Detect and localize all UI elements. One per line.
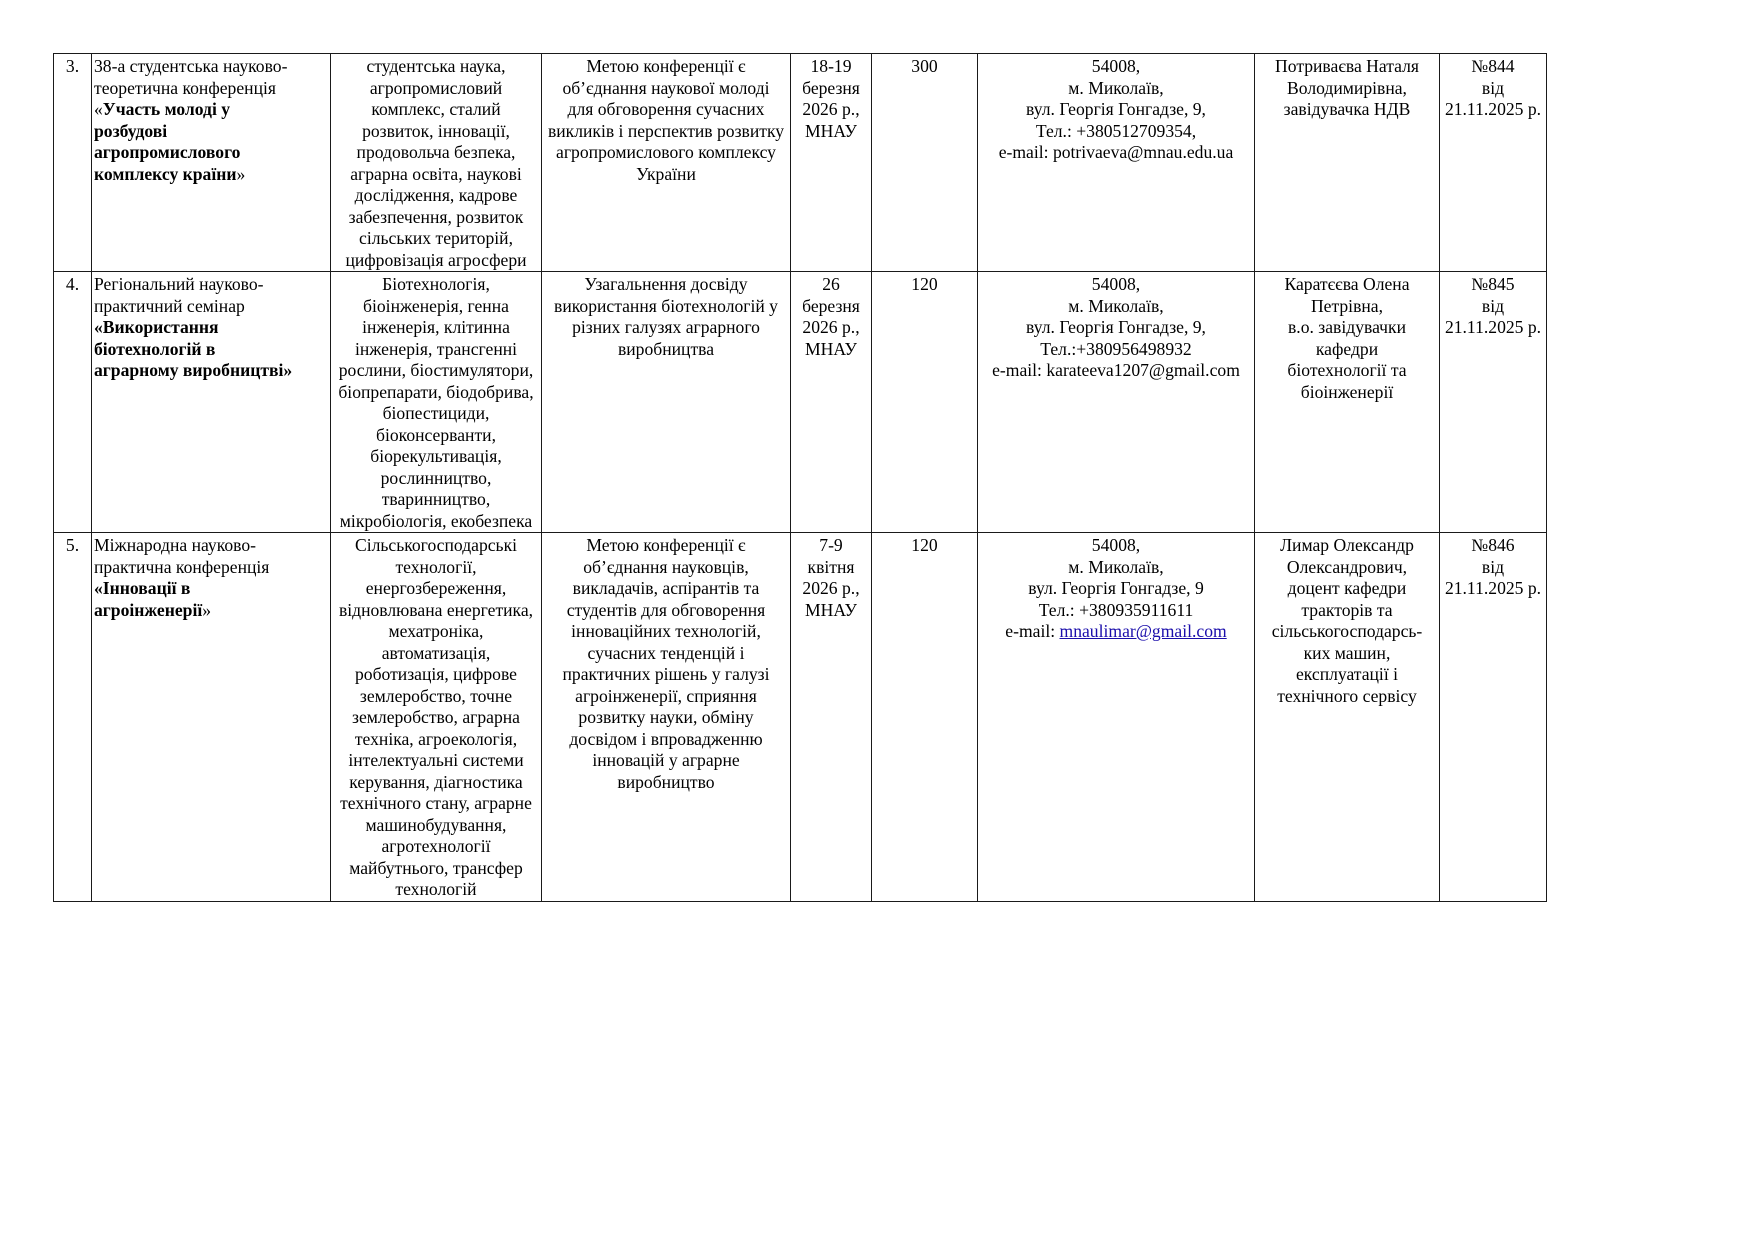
- date-line: 2026 р.,: [802, 317, 860, 337]
- event-name-text: розбудові: [94, 120, 168, 141]
- address-phone: Тел.: +380512709354,: [1035, 120, 1197, 141]
- participants-count: 120: [911, 274, 938, 294]
- date-venue-cell: [791, 54, 872, 272]
- table-body: [54, 54, 1547, 902]
- topic-line: цифровізація агросфери: [345, 249, 527, 270]
- event-name-text: агроінженерії: [94, 599, 203, 620]
- topic-line: Біотехнологія,: [382, 274, 490, 294]
- topic-line: тваринництво,: [381, 489, 491, 509]
- email-label: e-mail:: [998, 142, 1053, 162]
- table-row: [54, 272, 1547, 533]
- topic-line: дослідження, кадрове: [354, 185, 518, 205]
- event-name-line: [94, 339, 328, 361]
- event-name-line: [94, 121, 328, 143]
- open-quote: «: [94, 578, 103, 598]
- row-number-cell: [54, 533, 92, 902]
- contact-person-cell: [1255, 54, 1440, 272]
- event-type-line: теоретична конференція: [94, 77, 276, 98]
- topic-line: інженерія, трансгенні: [354, 338, 518, 359]
- date-line: 26: [822, 274, 840, 294]
- contact-line: сільськогосподарсь-: [1271, 621, 1423, 641]
- date-line: березня: [802, 77, 860, 98]
- order-line: №844: [1471, 56, 1515, 76]
- topic-line: технологій: [395, 879, 477, 899]
- topic-line: аграрна освіта, наукові: [350, 163, 522, 184]
- close-quote: »: [202, 599, 212, 620]
- topic-line: продовольча безпека,: [356, 142, 516, 162]
- contact-line: експлуатації і: [1295, 664, 1399, 684]
- topic-line: агротехнології: [381, 836, 491, 856]
- topic-line: біопестициди,: [382, 403, 490, 423]
- date-line: МНАУ: [805, 120, 857, 141]
- topic-line: розвиток, інновації,: [362, 120, 510, 141]
- email-label: e-mail:: [1005, 621, 1060, 641]
- order-cell: [1440, 533, 1547, 902]
- topic-line: біоконсерванти,: [376, 424, 496, 445]
- topic-line: комплекс, сталий: [371, 99, 501, 119]
- row-number-cell: [54, 54, 92, 272]
- goal-line: для обговорення сучасних: [567, 99, 765, 119]
- address-phone: Тел.: +380935911611: [1038, 599, 1194, 620]
- date-line: 7-9: [819, 535, 843, 555]
- topic-line: керування, діагностика: [349, 771, 523, 792]
- email-line: [980, 621, 1252, 643]
- event-title-cell: [92, 54, 331, 272]
- topic-line: енергозбереження,: [365, 578, 507, 598]
- event-name-text: Участь молоді у: [102, 99, 231, 119]
- topics-cell: [331, 533, 542, 902]
- date-venue-cell: [791, 533, 872, 902]
- topic-line: біоінженерія, генна: [363, 295, 509, 316]
- goal-line: України: [636, 163, 696, 184]
- email-address: karateeva1207@gmail.com: [1046, 360, 1240, 380]
- table-row: [54, 533, 1547, 902]
- goal-line: інноваційних технологій,: [571, 621, 761, 641]
- goal-line: сучасних тенденцій і: [587, 642, 745, 663]
- row-number: 3.: [65, 56, 80, 76]
- event-name-text: Інновації в: [102, 578, 191, 598]
- goal-line: різних галузях аграрного: [572, 317, 760, 337]
- email-line: [980, 142, 1252, 164]
- event-name-line: [94, 578, 328, 600]
- topic-line: студентська наука,: [366, 56, 506, 76]
- goal-line: Метою конференції є: [586, 535, 746, 555]
- event-type-line: практична конференція: [94, 556, 270, 577]
- open-quote: «: [94, 99, 103, 119]
- address-cell: [978, 272, 1255, 533]
- topic-line: Сільськогосподарські: [354, 535, 518, 555]
- date-line: березня: [802, 295, 860, 316]
- row-number: 4.: [65, 274, 80, 294]
- participants-count: 120: [911, 535, 938, 555]
- topic-line: автоматизація,: [381, 642, 491, 663]
- goal-line: агроінженерії, сприяння: [575, 685, 757, 706]
- participants-cell: [872, 272, 978, 533]
- address-city: м. Миколаїв,: [1068, 295, 1164, 316]
- goal-line: викликів і перспектив розвитку: [547, 120, 785, 141]
- topic-line: рослини, біостимулятори,: [338, 360, 534, 380]
- event-name-line: [94, 99, 328, 121]
- address-postcode: 54008,: [1091, 535, 1141, 555]
- address-city: м. Миколаїв,: [1068, 556, 1164, 577]
- event-type-line: Регіональний науково-: [94, 274, 264, 294]
- contact-line: технічного сервісу: [1277, 685, 1417, 706]
- conference-table: [53, 53, 1547, 902]
- goal-line: досвідом і впровадженню: [569, 728, 763, 749]
- topic-line: роботизація, цифрове: [354, 664, 517, 684]
- order-line: від: [1481, 556, 1505, 577]
- topic-line: техніка, агроекологія,: [354, 728, 518, 749]
- email-address: potrivaeva@mnau.edu.ua: [1052, 142, 1234, 162]
- address-phone: Тел.:+380956498932: [1040, 338, 1192, 359]
- order-line: 21.11.2025 р.: [1444, 99, 1542, 119]
- topic-line: забезпечення, розвиток: [348, 206, 524, 227]
- topic-line: сільських територій,: [359, 228, 513, 248]
- topic-line: відновлювана енергетика,: [338, 599, 534, 620]
- topic-line: інтелектуальні системи: [348, 750, 524, 770]
- contact-line: Потриваєва Наталя: [1275, 56, 1419, 76]
- contact-line: завідувачка НДВ: [1283, 99, 1411, 119]
- date-line: квітня: [807, 556, 855, 577]
- goal-cell: [542, 533, 791, 902]
- contact-person-cell: [1255, 533, 1440, 902]
- event-name-text: агропромислового: [94, 142, 241, 162]
- topic-line: майбутнього, трансфер: [349, 857, 523, 878]
- address-street: вул. Георгія Гонгадзе, 9,: [1026, 317, 1206, 337]
- close-quote: »: [283, 360, 293, 380]
- contact-line: кафедри: [1315, 338, 1379, 359]
- participants-cell: [872, 54, 978, 272]
- goal-line: об’єднання науковців,: [583, 556, 749, 577]
- goal-line: використання біотехнологій у: [554, 295, 778, 316]
- topic-line: технічного стану, аграрне: [340, 793, 532, 813]
- event-type-line: Міжнародна науково-: [94, 535, 256, 555]
- goal-line: викладачів, аспірантів та: [572, 578, 760, 598]
- goal-line: Узагальнення досвіду: [584, 274, 748, 294]
- participants-cell: [872, 533, 978, 902]
- order-cell: [1440, 272, 1547, 533]
- address-street: вул. Георгія Гонгадзе, 9: [1028, 578, 1204, 598]
- contact-line: біоінженерії: [1300, 381, 1394, 402]
- order-line: 21.11.2025 р.: [1444, 317, 1542, 337]
- address-cell: [978, 54, 1255, 272]
- row-number-cell: [54, 272, 92, 533]
- topic-line: машинобудування,: [365, 814, 507, 835]
- row-number: 5.: [65, 535, 80, 555]
- address-postcode: 54008,: [1091, 274, 1141, 294]
- contact-line: Володимирівна,: [1287, 77, 1407, 98]
- open-quote: «: [94, 317, 103, 337]
- topic-line: біорекультивація,: [370, 446, 502, 466]
- topics-cell: [331, 54, 542, 272]
- order-line: від: [1481, 77, 1505, 98]
- goal-cell: [542, 54, 791, 272]
- address-city: м. Миколаїв,: [1068, 77, 1164, 98]
- topics-cell: [331, 272, 542, 533]
- goal-line: виробництва: [617, 338, 715, 359]
- address-street: вул. Георгія Гонгадзе, 9,: [1026, 99, 1206, 119]
- close-quote: »: [236, 163, 246, 184]
- contact-line: Лимар Олександр: [1280, 535, 1414, 555]
- topic-line: землеробство, точне: [359, 685, 513, 706]
- event-name-line: [94, 360, 328, 382]
- contact-line: Олександрович,: [1286, 556, 1408, 577]
- contact-person-cell: [1255, 272, 1440, 533]
- topic-line: мехатроніка,: [388, 621, 484, 641]
- event-name-text: Використання: [102, 317, 219, 337]
- goal-line: інновацій у аграрне: [592, 750, 740, 770]
- goal-line: Метою конференції є: [586, 56, 746, 76]
- event-name-line: [94, 142, 328, 164]
- goal-cell: [542, 272, 791, 533]
- table-row: [54, 54, 1547, 272]
- event-title-cell: [92, 272, 331, 533]
- date-line: 18-19: [810, 56, 852, 76]
- event-type-line: практичний семінар: [94, 295, 245, 316]
- event-name-text: біотехнологій в: [94, 338, 216, 359]
- participants-count: 300: [911, 56, 938, 76]
- date-line: 2026 р.,: [802, 578, 860, 598]
- contact-line: біотехнології та: [1287, 360, 1407, 380]
- order-line: №845: [1471, 274, 1515, 294]
- goal-line: об’єднання наукової молоді: [562, 77, 770, 98]
- goal-line: виробництво: [617, 771, 715, 792]
- address-cell: [978, 533, 1255, 902]
- date-venue-cell: [791, 272, 872, 533]
- contact-line: тракторів та: [1301, 599, 1393, 620]
- email-line: [980, 360, 1252, 382]
- contact-line: ких машин,: [1303, 642, 1391, 663]
- topic-line: технології,: [395, 556, 477, 577]
- email-link[interactable]: mnaulimar@gmail.com: [1059, 621, 1227, 641]
- topic-line: землеробство, аграрна: [352, 707, 520, 727]
- goal-line: розвитку науки, обміну: [578, 707, 754, 727]
- event-name-text: аграрному виробництві: [94, 360, 284, 380]
- event-title-cell: [92, 533, 331, 902]
- event-name-text: комплексу країни: [94, 163, 237, 184]
- date-line: МНАУ: [805, 338, 857, 359]
- topic-line: агропромисловий: [369, 77, 503, 98]
- order-line: №846: [1471, 535, 1515, 555]
- order-line: 21.11.2025 р.: [1444, 578, 1542, 598]
- topic-line: мікробіологія, екобезпека: [339, 510, 533, 531]
- topic-line: інженерія, клітинна: [362, 317, 510, 337]
- topic-line: рослинництво,: [380, 467, 492, 488]
- address-postcode: 54008,: [1091, 56, 1141, 76]
- contact-line: доцент кафедри: [1287, 578, 1407, 598]
- contact-line: Петрівна,: [1310, 295, 1384, 316]
- goal-line: студентів для обговорення: [566, 599, 766, 620]
- event-type-line: 38-а студентська науково-: [94, 56, 288, 76]
- event-name-line: [94, 164, 328, 186]
- email-label: e-mail:: [992, 360, 1047, 380]
- goal-line: практичних рішень у галузі: [562, 664, 770, 684]
- order-line: від: [1481, 295, 1505, 316]
- event-name-line: [94, 600, 328, 622]
- contact-line: в.о. завідувачки: [1288, 317, 1406, 337]
- goal-line: агропромислового комплексу: [556, 142, 776, 162]
- order-cell: [1440, 54, 1547, 272]
- date-line: 2026 р.,: [802, 99, 860, 119]
- date-line: МНАУ: [805, 599, 857, 620]
- topic-line: біопрепарати, біодобрива,: [338, 381, 534, 402]
- event-name-line: [94, 317, 328, 339]
- contact-line: Каратєєва Олена: [1284, 274, 1410, 294]
